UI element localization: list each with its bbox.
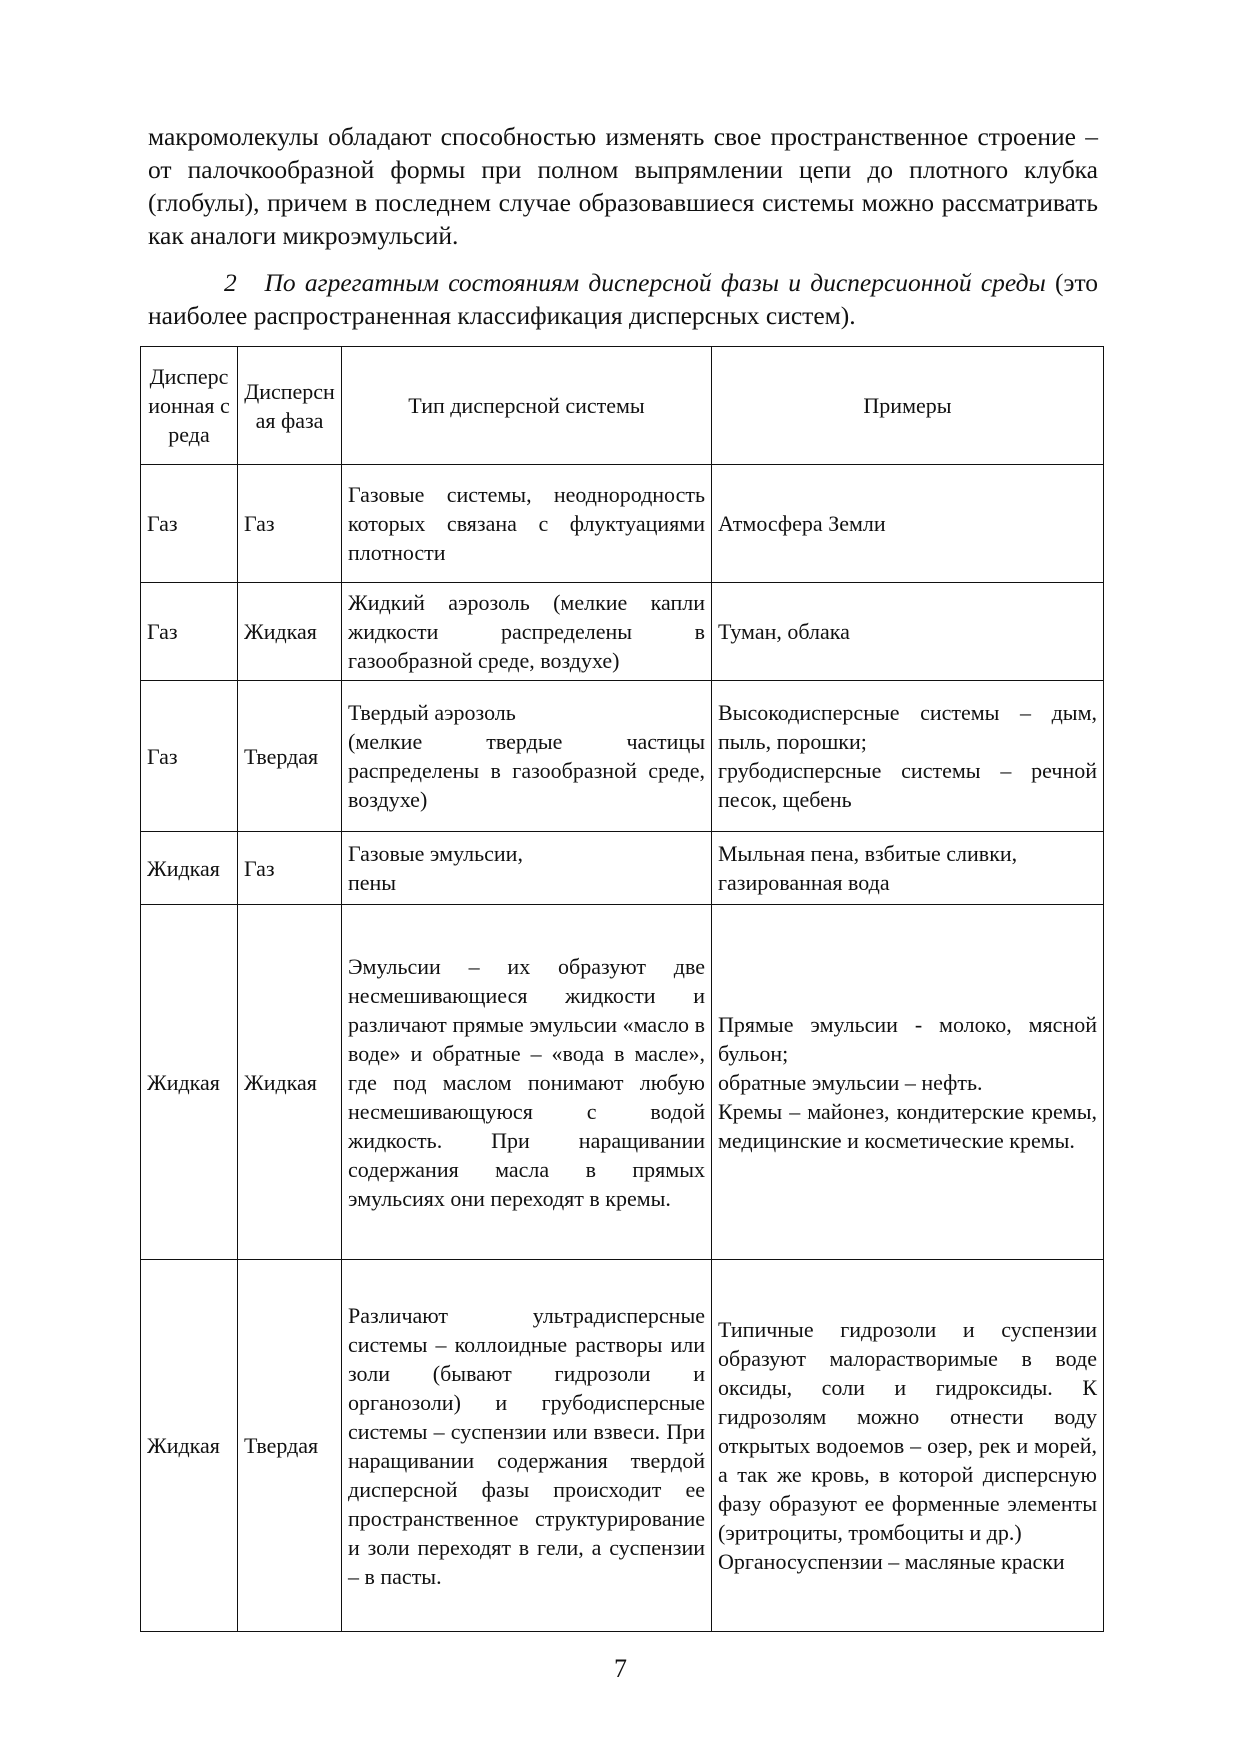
intro-paragraph: макромолекулы обладают способностью изменять свое пространственное строение – от палочкообразной формы при полном выпрямлении цепи до плотного клубка (глобулы), причем в последнем случае образовавшиеся системы можно рассматривать как аналоги микроэмульсий.	[148, 122, 1098, 250]
cell-type-text: (мелкие твердые частицы распределены в газообразной среде, воздухе)	[348, 729, 705, 812]
table-row	[141, 1260, 1104, 1632]
classification-paragraph	[148, 266, 1098, 332]
cell-type	[342, 465, 712, 583]
page-number: 7	[614, 1654, 627, 1683]
cell-phase: Твердая	[238, 1260, 342, 1632]
cell-phase: Газ	[238, 832, 342, 905]
table-row	[141, 905, 1104, 1260]
header-medium: Дисперсионная среда	[141, 347, 238, 465]
dispersion-systems-table	[140, 346, 1104, 1632]
classification-number: 2	[224, 268, 237, 297]
cell-phase: Твердая	[238, 681, 342, 832]
cell-examples	[712, 832, 1104, 905]
header-type: Тип дисперсной системы	[342, 347, 712, 465]
table-row	[141, 465, 1104, 583]
cell-type	[342, 681, 712, 832]
header-examples: Примеры	[712, 347, 1104, 465]
table-row	[141, 583, 1104, 681]
cell-type-text: Различают ультрадисперсные системы – коллоидные растворы или золи (бывают гидрозоли и органозоли) и грубодисперсные системы – суспензии или взвеси. При наращивании содержания твердой дисперсной фазы происходит ее пространственное структурирование и золи переходят в гели, а суспензии – в пасты.	[348, 1302, 705, 1589]
cell-examples-text: Туман, облака	[718, 619, 850, 644]
cell-phase: Жидкая	[238, 905, 342, 1260]
header-phase: Дисперсная фаза	[238, 347, 342, 465]
classification-note: (это наиболее распространенная классификация дисперсных систем).	[148, 268, 1099, 330]
cell-type-text: Эмульсии – их образуют две несмешивающиеся жидкости и различают прямые эмульсии «масло в воде» и обратные – «вода в масле», где под маслом понимают любую несмешивающуюся с водой жидкость. При наращивании содержания масла в прямых эмульсиях они переходят в кремы.	[348, 953, 705, 1211]
cell-phase: Газ	[238, 465, 342, 583]
cell-type	[342, 905, 712, 1260]
cell-examples	[712, 465, 1104, 583]
cell-examples	[712, 583, 1104, 681]
cell-phase: Жидкая	[238, 583, 342, 681]
cell-medium: Газ	[141, 681, 238, 832]
cell-examples-text: Типичные гидрозоли и суспензии образуют малорастворимые в воде оксиды, соли и гидроксиды. К гидрозолям можно отнести воду открытых водоемов – озер, рек и морей, а так же кровь, в которой дисперсную фазу образуют ее форменные элементы (эритроциты, тромбоциты и др.)	[718, 1317, 1097, 1545]
cell-medium: Жидкая	[141, 832, 238, 905]
cell-medium: Газ	[141, 465, 238, 583]
table-row	[141, 681, 1104, 832]
cell-examples-text: Кремы – майонез, кондитерские кремы, медицинские и косметические кремы.	[718, 1098, 1097, 1153]
cell-examples	[712, 1260, 1104, 1632]
cell-type-text: пены	[348, 870, 397, 895]
cell-type-text: Газовые эмульсии,	[348, 841, 523, 866]
cell-examples	[712, 905, 1104, 1260]
table-row	[141, 832, 1104, 905]
cell-examples-text: Высокодисперсные системы – дым, пыль, порошки;	[718, 700, 1097, 754]
cell-medium: Газ	[141, 583, 238, 681]
cell-examples-text: грубодисперсные системы – речной песок, щебень	[718, 758, 1097, 812]
cell-examples-text: Атмосфера Земли	[718, 511, 886, 536]
cell-type	[342, 1260, 712, 1632]
cell-type-text: Твердый аэрозоль	[348, 700, 516, 725]
cell-type	[342, 832, 712, 905]
table-header-row	[141, 347, 1104, 465]
cell-type-text: Жидкий аэрозоль (мелкие капли жидкости распределены в газообразной среде, воздухе)	[348, 590, 705, 673]
cell-examples-text: Мыльная пена, взбитые сливки, газированная вода	[718, 841, 1018, 895]
cell-examples-text: Органосуспензии – масляные краски	[718, 1549, 1065, 1574]
cell-type	[342, 583, 712, 681]
cell-examples-text: Прямые эмульсии - молоко, мясной бульон;	[718, 1011, 1097, 1066]
cell-type-text: Газовые системы, неоднородность которых связана с флуктуациями плотности	[348, 482, 705, 565]
cell-medium: Жидкая	[141, 1260, 238, 1632]
cell-examples	[712, 681, 1104, 832]
cell-examples-text: обратные эмульсии – нефть.	[718, 1069, 983, 1095]
cell-medium: Жидкая	[141, 905, 238, 1260]
classification-title: По агрегатным состояниям дисперсной фазы и дисперсионной среды	[264, 268, 1046, 297]
